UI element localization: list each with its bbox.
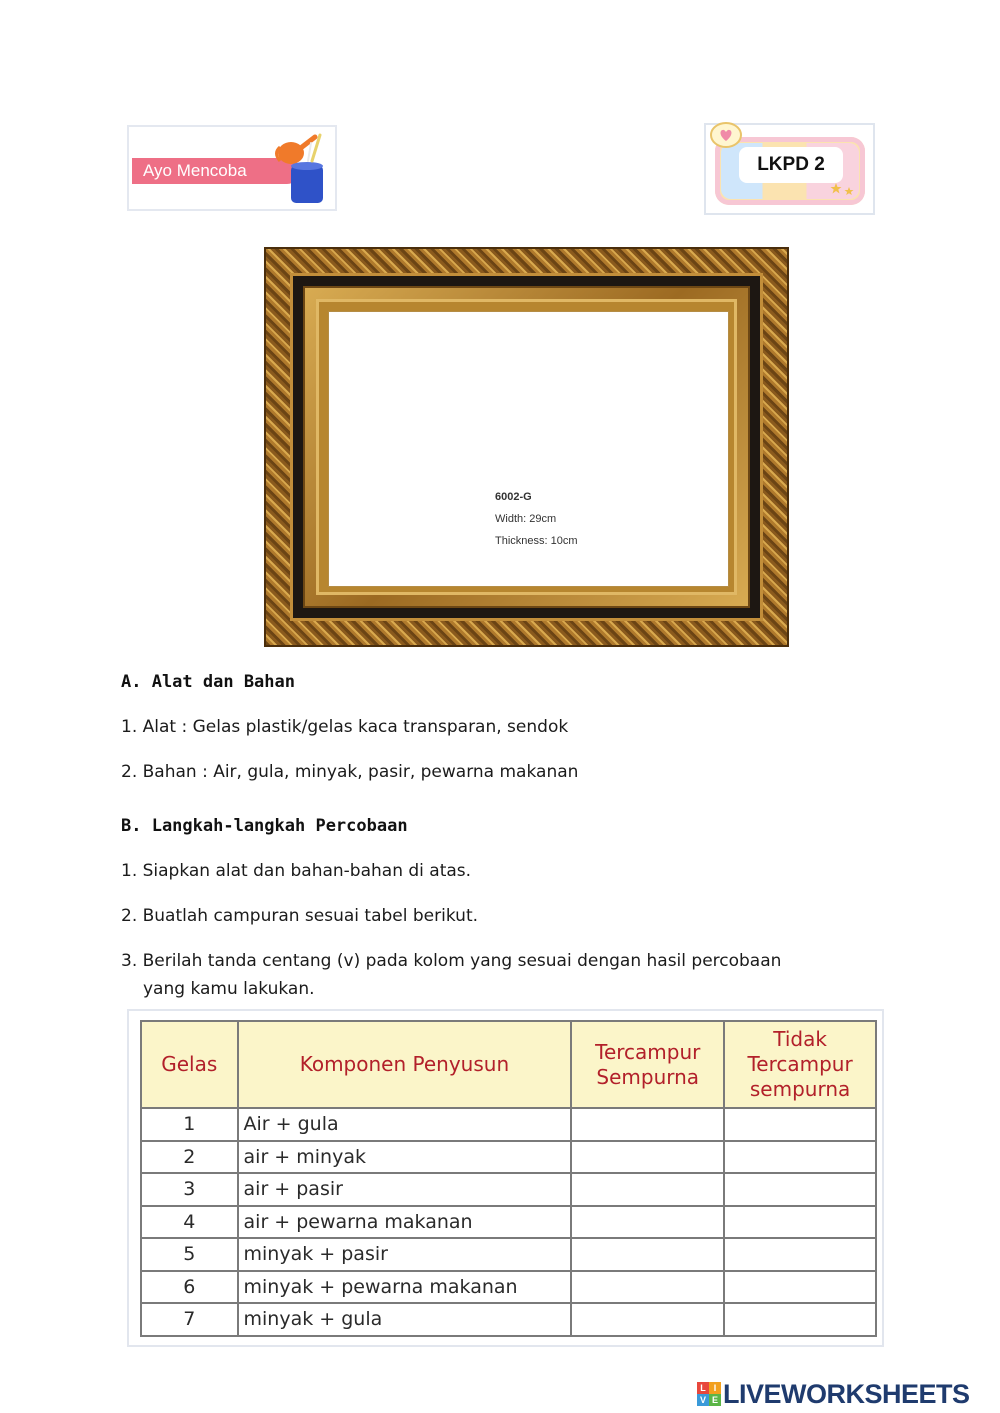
frame-code: 6002-G [495,491,532,503]
tercampur-checkbox-cell[interactable] [571,1303,724,1336]
heart-bubble-icon [710,121,746,151]
picture-frame-image [264,247,789,647]
komponen-cell: Air + gula [238,1108,572,1141]
header-tidak-line3: sempurna [749,1077,851,1101]
stars-icon [830,181,856,199]
table-row [141,1108,876,1141]
gelas-cell: 5 [141,1238,238,1271]
frame-thickness: Thickness: 10cm [495,535,578,547]
header-tercampur-line1: Tercampur [595,1039,701,1064]
gelas-cell: 7 [141,1303,238,1336]
experiment-table [140,1020,877,1337]
header-tidak-line2: Tercampur [747,1052,853,1076]
logo-letter-e: E [709,1394,721,1406]
section-a-heading: A. Alat dan Bahan [121,672,295,692]
frame-spec [495,486,578,552]
liveworksheets-text: LIVEWORKSHEETS [723,1378,970,1409]
tercampur-checkbox-cell[interactable] [571,1238,724,1271]
logo-letter-v: V [697,1394,709,1406]
header-komponen: Komponen Penyusun [238,1021,572,1108]
gelas-cell: 2 [141,1141,238,1174]
tercampur-checkbox-cell[interactable] [571,1108,724,1141]
tidak-tercampur-checkbox-cell[interactable] [724,1141,876,1174]
table-row [141,1271,876,1304]
table-header-row [141,1021,876,1108]
tercampur-checkbox-cell[interactable] [571,1206,724,1239]
tidak-tercampur-checkbox-cell[interactable] [724,1238,876,1271]
tidak-tercampur-checkbox-cell[interactable] [724,1271,876,1304]
tidak-tercampur-checkbox-cell[interactable] [724,1206,876,1239]
section-a-item-1: 1. Alat : Gelas plastik/gelas kaca transparan, sendok [121,717,569,737]
liveworksheets-logo-icon [697,1382,721,1406]
table-row [141,1206,876,1239]
ayo-mencoba-label: Ayo Mencoba [132,158,300,184]
frame-width: Width: 29cm [495,513,557,525]
table-row [141,1141,876,1174]
komponen-cell: air + pewarna makanan [238,1206,572,1239]
tidak-tercampur-checkbox-cell[interactable] [724,1173,876,1206]
section-b-heading: B. Langkah-langkah Percobaan [121,816,408,836]
logo-letter-l: L [697,1382,709,1394]
lkpd-label: LKPD 2 [739,147,843,183]
liveworksheets-brand[interactable] [697,1378,970,1410]
header-tercampur-line2: Sempurna [596,1064,700,1089]
watering-can-icon [271,131,333,207]
komponen-cell: minyak + pasir [238,1238,572,1271]
table-row [141,1303,876,1336]
gelas-cell: 3 [141,1173,238,1206]
section-b-item-1: 1. Siapkan alat dan bahan-bahan di atas. [121,861,472,881]
logo-letter-i: I [709,1382,721,1394]
ayo-mencoba-badge [127,125,337,211]
section-b-item-2: 2. Buatlah campuran sesuai tabel berikut. [121,906,479,926]
section-b-item-3-cont: yang kamu lakukan. [143,979,315,999]
komponen-cell: minyak + pewarna makanan [238,1271,572,1304]
komponen-cell: minyak + gula [238,1303,572,1336]
tidak-tercampur-checkbox-cell[interactable] [724,1303,876,1336]
tercampur-checkbox-cell[interactable] [571,1173,724,1206]
frame-canvas [328,311,729,587]
gelas-cell: 1 [141,1108,238,1141]
tercampur-checkbox-cell[interactable] [571,1271,724,1304]
gelas-cell: 6 [141,1271,238,1304]
komponen-cell: air + pasir [238,1173,572,1206]
tidak-tercampur-checkbox-cell[interactable] [724,1108,876,1141]
section-b-item-3: 3. Berilah tanda centang (v) pada kolom yang sesuai dengan hasil percobaan [121,951,782,971]
section-a-item-2: 2. Bahan : Air, gula, minyak, pasir, pewarna makanan [121,762,579,782]
experiment-table-container [127,1009,884,1347]
header-tidak-tercampur [724,1021,876,1108]
header-tercampur-sempurna [571,1021,724,1108]
header-tidak-line1: Tidak [773,1027,827,1051]
tercampur-checkbox-cell[interactable] [571,1141,724,1174]
gelas-cell: 4 [141,1206,238,1239]
lkpd-badge [704,123,875,215]
table-row [141,1238,876,1271]
komponen-cell: air + minyak [238,1141,572,1174]
table-row [141,1173,876,1206]
header-gelas: Gelas [141,1021,238,1108]
